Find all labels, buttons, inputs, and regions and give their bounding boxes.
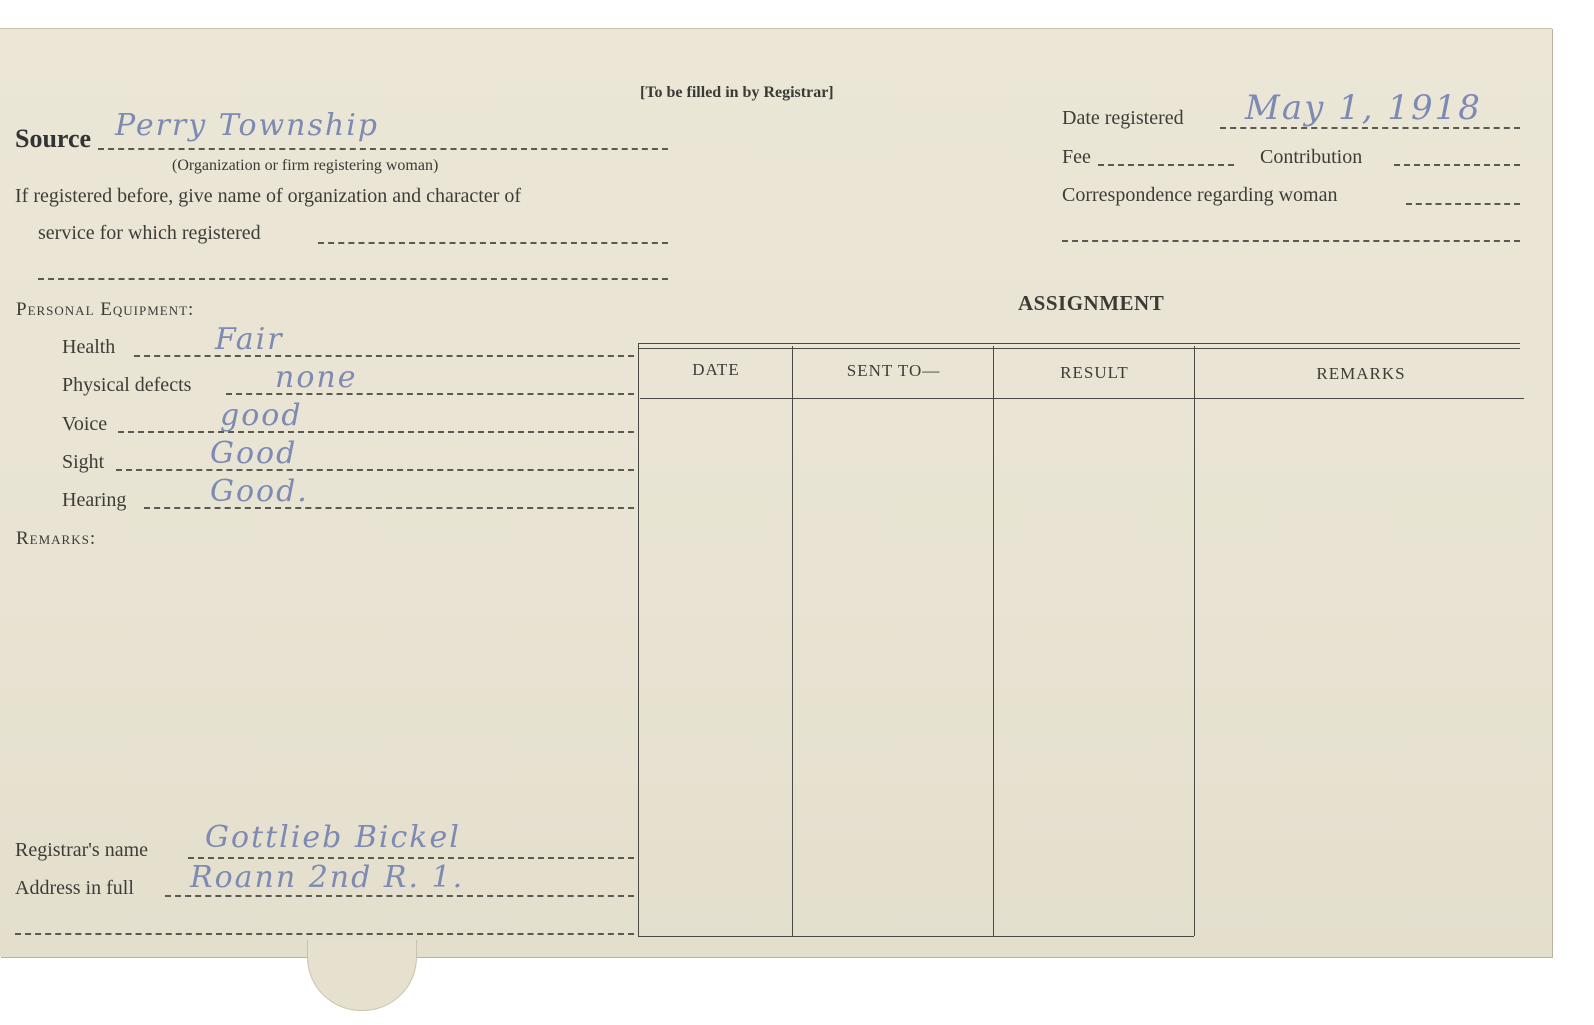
column-header-result: RESULT xyxy=(1060,363,1129,382)
assignment-top-rule-2 xyxy=(638,348,1520,349)
assignment-col-divider-0 xyxy=(638,343,639,937)
health-value: Fair xyxy=(215,322,284,357)
physical-defects-label: Physical defects xyxy=(62,374,192,396)
assignment-bottom-rule xyxy=(638,936,1194,937)
assignment-col-divider-1 xyxy=(792,346,793,936)
sight-line xyxy=(116,469,634,471)
voice-value: good xyxy=(220,398,303,433)
health-label: Health xyxy=(62,336,116,358)
physical-defects-value: none xyxy=(275,360,358,395)
correspondence-line-2 xyxy=(1062,240,1520,242)
assignment-top-rule xyxy=(638,343,1520,344)
address-line-2 xyxy=(15,933,634,935)
source-value: Perry Township xyxy=(115,108,380,143)
source-line xyxy=(98,148,668,150)
registrar-name-line xyxy=(188,857,634,859)
column-header-date: DATE xyxy=(692,360,740,379)
column-header-sent-to: SENT TO— xyxy=(846,361,941,380)
hearing-label: Hearing xyxy=(62,489,127,511)
assignment-heading: ASSIGNMENT xyxy=(1018,291,1165,315)
fee-line xyxy=(1098,164,1234,166)
date-registered-value: May 1, 1918 xyxy=(1245,88,1482,128)
health-line xyxy=(134,355,634,357)
voice-label: Voice xyxy=(62,413,108,435)
assignment-header-rule xyxy=(640,398,1524,399)
registrar-name-label: Registrar's name xyxy=(15,839,149,861)
registered-before-line-2 xyxy=(38,278,668,280)
source-label: Source xyxy=(15,124,92,153)
correspondence-label: Correspondence regarding woman xyxy=(1062,184,1338,206)
column-header-remarks: REMARKS xyxy=(1316,364,1406,383)
address-value: Roann 2nd R. 1. xyxy=(190,860,465,895)
hearing-value: Good. xyxy=(210,474,309,509)
personal-equipment-heading: Personal Equipment: xyxy=(16,299,195,320)
contribution-line xyxy=(1394,164,1520,166)
sight-value: Good xyxy=(210,436,298,471)
assignment-col-divider-3 xyxy=(1194,346,1195,936)
remarks-label: Remarks: xyxy=(16,528,97,549)
registered-before-line1: If registered before, give name of organization and character of xyxy=(15,185,522,207)
correspondence-line xyxy=(1406,203,1520,205)
address-label: Address in full xyxy=(15,877,134,899)
registrar-note: [To be filled in by Registrar] xyxy=(640,84,834,101)
registrar-name-value: Gottlieb Bickel xyxy=(205,820,461,855)
address-line xyxy=(165,895,634,897)
voice-line xyxy=(118,431,634,433)
assignment-col-divider-2 xyxy=(993,346,994,936)
date-registered-label: Date registered xyxy=(1062,107,1184,129)
card-tab xyxy=(307,940,417,1011)
registered-before-line xyxy=(318,242,668,244)
registered-before-line2: service for which registered xyxy=(38,222,261,244)
source-caption: (Organization or firm registering woman) xyxy=(172,157,439,174)
fee-label: Fee xyxy=(1062,146,1091,168)
contribution-label: Contribution xyxy=(1260,146,1363,168)
sight-label: Sight xyxy=(62,451,105,473)
